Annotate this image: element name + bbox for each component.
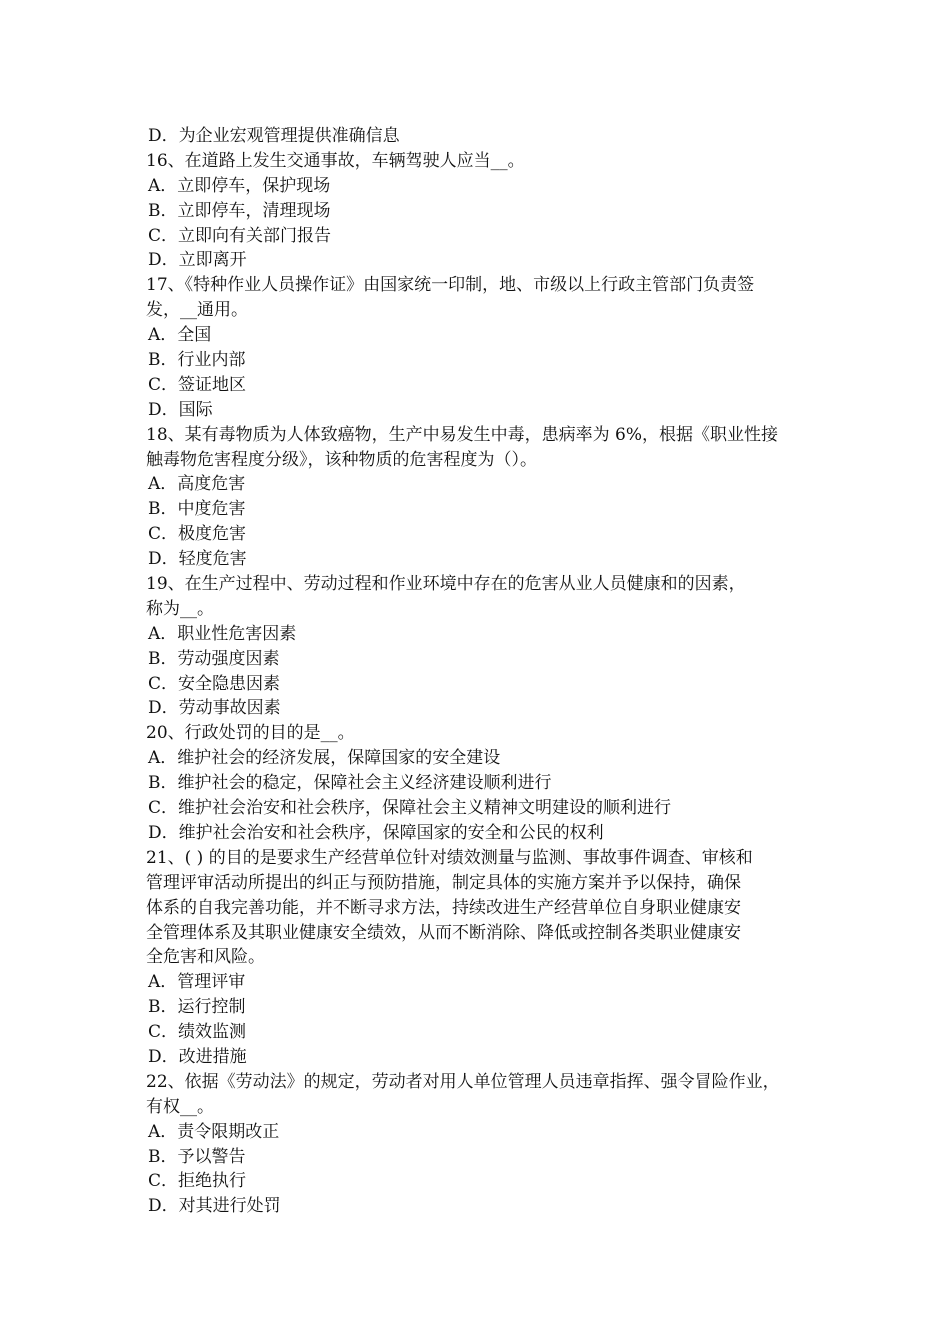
answer-option: A．维护社会的经济发展，保障国家的安全建设 bbox=[148, 748, 501, 769]
answer-option: A．责令限期改正 bbox=[148, 1121, 280, 1142]
answer-option: A．高度危害 bbox=[148, 474, 246, 495]
answer-option: C．维护社会治安和社会秩序，保障社会主义精神文明建设的顺利进行 bbox=[148, 798, 672, 819]
question-text: 发，__通用。 bbox=[146, 300, 248, 321]
question-text: 称为__。 bbox=[146, 598, 214, 619]
answer-option: B．予以警告 bbox=[148, 1146, 246, 1167]
answer-option: D．立即离开 bbox=[148, 250, 247, 271]
answer-option: C．签证地区 bbox=[148, 374, 247, 395]
answer-option: B．维护社会的稳定，保障社会主义经济建设顺利进行 bbox=[148, 773, 552, 794]
answer-option: C．立即向有关部门报告 bbox=[148, 225, 332, 246]
answer-option: D．国际 bbox=[148, 399, 213, 420]
question-text: 管理评审活动所提出的纠正与预防措施，制定具体的实施方案并予以保持，确保 bbox=[146, 872, 741, 893]
document-body bbox=[146, 124, 810, 1219]
answer-option: D．轻度危害 bbox=[148, 549, 247, 570]
answer-option: A．全国 bbox=[148, 325, 212, 346]
answer-option: B．行业内部 bbox=[148, 350, 246, 371]
answer-option: C．绩效监测 bbox=[148, 1022, 247, 1043]
question-text: 21、( ) 的目的是要求生产经营单位针对绩效测量与监测、事故事件调查、审核和 bbox=[146, 847, 753, 868]
answer-option: A．立即停车，保护现场 bbox=[148, 175, 331, 196]
answer-option: B．劳动强度因素 bbox=[148, 648, 280, 669]
answer-option: A．管理评审 bbox=[148, 972, 246, 993]
question-text: 全管理体系及其职业健康安全绩效，从而不断消除、降低或控制各类职业健康安 bbox=[146, 922, 741, 943]
question-text: 22、依据《劳动法》的规定，劳动者对用人单位管理人员违章指挥、强令冒险作业， bbox=[146, 1071, 780, 1092]
question-text: 有权__。 bbox=[146, 1096, 214, 1117]
question-text: 17、《特种作业人员操作证》由国家统一印制，地、市级以上行政主管部门负责签 bbox=[146, 275, 755, 296]
question-text: 体系的自我完善功能，并不断寻求方法，持续改进生产经营单位自身职业健康安 bbox=[146, 897, 741, 918]
question-text: 16、在道路上发生交通事故，车辆驾驶人应当__。 bbox=[146, 150, 525, 171]
answer-option: D．劳动事故因素 bbox=[148, 698, 281, 719]
answer-option: B．立即停车，清理现场 bbox=[148, 200, 331, 221]
answer-option: D．对其进行处罚 bbox=[148, 1196, 281, 1217]
answer-option: C．安全隐患因素 bbox=[148, 673, 281, 694]
question-text: 20、行政处罚的目的是__。 bbox=[146, 723, 355, 744]
answer-option: A．职业性危害因素 bbox=[148, 623, 297, 644]
answer-option: D．为企业宏观管理提供准确信息 bbox=[148, 126, 400, 146]
answer-option: C．拒绝执行 bbox=[148, 1171, 247, 1192]
question-text: 触毒物危害程度分级》，该种物质的危害程度为（）。 bbox=[146, 449, 537, 470]
question-text: 19、在生产过程中、劳动过程和作业环境中存在的危害从业人员健康和的因素， bbox=[146, 574, 746, 595]
answer-option: C．极度危害 bbox=[148, 524, 247, 545]
question-text: 全危害和风险。 bbox=[146, 947, 265, 968]
answer-option: B．中度危害 bbox=[148, 499, 246, 520]
answer-option: D．维护社会治安和社会秩序，保障国家的安全和公民的权利 bbox=[148, 822, 604, 843]
answer-option: B．运行控制 bbox=[148, 997, 246, 1018]
answer-option: D．改进措施 bbox=[148, 1046, 247, 1067]
question-text: 18、某有毒物质为人体致癌物，生产中易发生中毒，患病率为 6%，根据《职业性接 bbox=[146, 424, 779, 445]
